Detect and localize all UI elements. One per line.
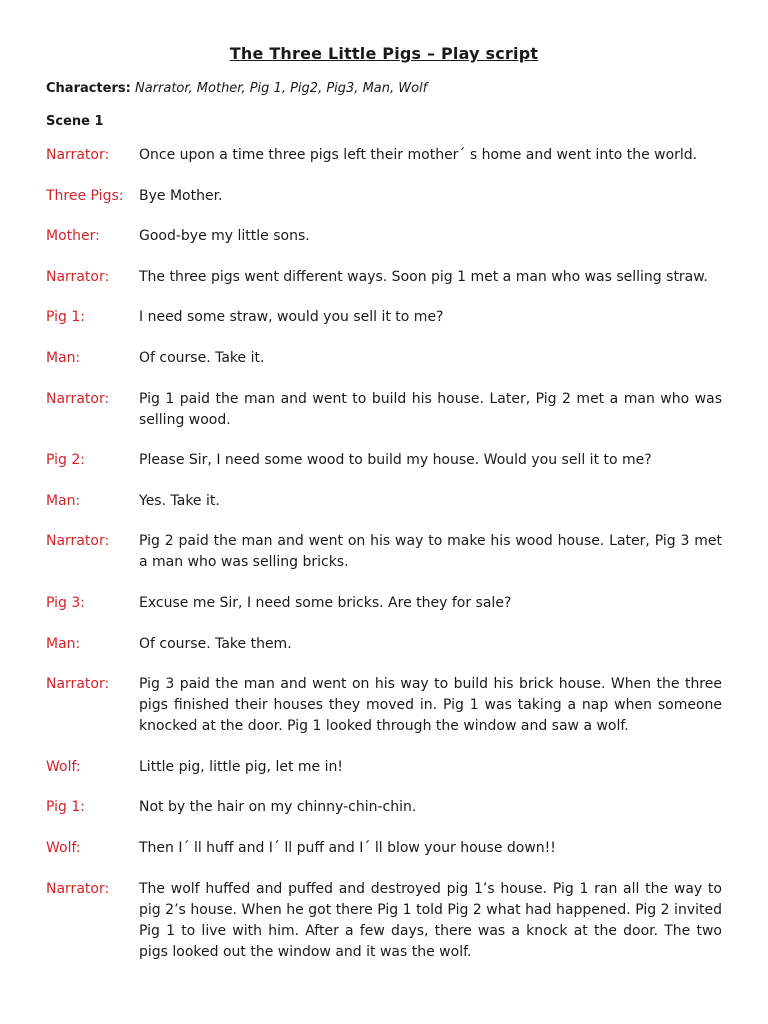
script-line bbox=[46, 634, 722, 655]
document-title: The Three Little Pigs – Play script bbox=[229, 44, 539, 63]
script-line bbox=[46, 145, 722, 166]
scene-heading: Scene 1 bbox=[46, 114, 104, 129]
script-line bbox=[46, 348, 722, 369]
dialogue-text: Once upon a time three pigs left their mother´ s home and went into the world. bbox=[139, 147, 698, 163]
dialogue-text: Not by the hair on my chinny-chin-chin. bbox=[139, 799, 417, 816]
script-line bbox=[46, 450, 722, 471]
speaker-name: Pig 2: bbox=[46, 452, 85, 469]
dialogue-text: Little pig, little pig, let me in! bbox=[139, 758, 343, 775]
script-line bbox=[46, 491, 722, 512]
speaker-name: Pig 1: bbox=[46, 799, 85, 816]
speaker-name: Narrator: bbox=[46, 390, 110, 407]
speaker-name: Narrator: bbox=[46, 268, 110, 285]
characters-list: Narrator, Mother, Pig 1, Pig2, Pig3, Man, Wolf bbox=[134, 81, 428, 96]
script-line bbox=[46, 186, 722, 207]
script-line bbox=[46, 797, 722, 818]
speaker-name: Wolf: bbox=[46, 839, 81, 856]
dialogue-text: Then I´ ll huff and I´ ll puff and I´ ll blow your house down!! bbox=[139, 839, 556, 856]
speaker-name: Narrator: bbox=[46, 676, 110, 693]
speaker-name: Man: bbox=[46, 349, 81, 366]
script-line bbox=[46, 267, 722, 288]
dialogue-text: Please Sir, I need some wood to build my house. Would you sell it to me? bbox=[139, 452, 652, 469]
dialogue-text: I need some straw, would you sell it to me? bbox=[139, 309, 444, 326]
speaker-name: Mother: bbox=[46, 228, 100, 245]
dialogue-text: The three pigs went different ways. Soon pig 1 met a man who was selling straw. bbox=[139, 268, 708, 285]
script-line bbox=[46, 531, 722, 573]
script-line bbox=[46, 838, 722, 859]
speaker-name: Three Pigs: bbox=[46, 187, 124, 204]
script-line bbox=[46, 593, 722, 614]
speaker-name: Man: bbox=[46, 492, 81, 509]
speaker-name: Narrator: bbox=[46, 880, 110, 897]
speaker-name: Narrator: bbox=[46, 147, 110, 163]
script-line bbox=[46, 879, 722, 963]
dialogue-text: Of course. Take it. bbox=[139, 349, 265, 366]
speaker-name: Narrator: bbox=[46, 533, 110, 550]
dialogue-text: Excuse me Sir, I need some bricks. Are they for sale? bbox=[139, 594, 512, 611]
speaker-name: Man: bbox=[46, 635, 81, 652]
dialogue-text: Good-bye my little sons. bbox=[139, 228, 310, 245]
dialogue-text: Of course. Take them. bbox=[139, 635, 292, 652]
script-lines bbox=[46, 145, 722, 963]
dialogue-text: Yes. Take it. bbox=[139, 492, 220, 509]
script-line bbox=[46, 226, 722, 247]
characters-label: Characters: bbox=[46, 81, 131, 96]
characters-line bbox=[46, 81, 722, 96]
script-line bbox=[46, 757, 722, 778]
speaker-name: Wolf: bbox=[46, 758, 81, 775]
script-line bbox=[46, 389, 722, 431]
speaker-name: Pig 1: bbox=[46, 309, 85, 326]
script-line bbox=[46, 307, 722, 328]
dialogue-text: Pig 2 paid the man and went on his way to make his wood house. Later, Pig 3 met a man who was selling bricks. bbox=[139, 533, 722, 571]
script-line bbox=[46, 674, 722, 737]
dialogue-text: Pig 1 paid the man and went to build his house. Later, Pig 2 met a man who was selling wood. bbox=[139, 390, 722, 428]
dialogue-text: Bye Mother. bbox=[139, 187, 223, 204]
dialogue-text: The wolf huffed and puffed and destroyed pig 1’s house. Pig 1 ran all the way to pig 2’s house. When he got there Pig 1 told Pig 2 what had happened. Pig 2 invited Pig 1 to live with him. After a few days, there was a knock at the door. The two pigs looked out the window and it was the wolf. bbox=[139, 880, 722, 960]
speaker-name: Pig 3: bbox=[46, 594, 85, 611]
dialogue-text: Pig 3 paid the man and went on his way to build his brick house. When the three pigs finished their houses they moved in. Pig 1 was taking a nap when someone knocked at the door. Pig 1 looked through the window and saw a wolf. bbox=[139, 676, 722, 735]
